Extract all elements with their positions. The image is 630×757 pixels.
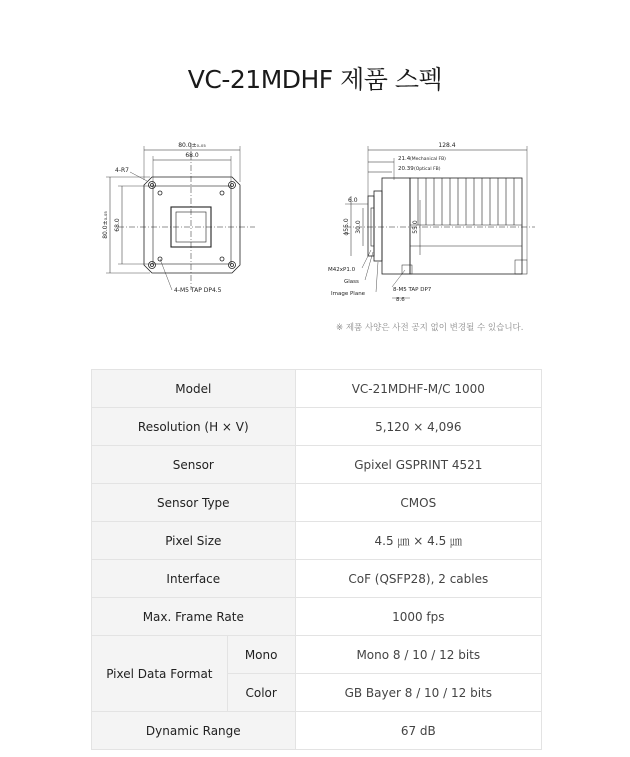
mech-fb-label: (Mechanical FB) bbox=[410, 157, 446, 162]
dim-30: 30.0 bbox=[355, 220, 362, 234]
sensor-label: Sensor bbox=[92, 446, 296, 484]
frame-rate-value: 1000 fps bbox=[295, 598, 541, 636]
pixel-size-value: 4.5 ㎛ × 4.5 ㎛ bbox=[295, 522, 541, 560]
table-row bbox=[92, 370, 542, 408]
table-row bbox=[92, 522, 542, 560]
resolution-value: 5,120 × 4,096 bbox=[295, 408, 541, 446]
dim-front-left-outer: 80.0±₀.₀₅ bbox=[102, 211, 109, 239]
interface-value: CoF (QSFP28), 2 cables bbox=[295, 560, 541, 598]
front-view bbox=[106, 143, 255, 290]
dim-side-total: 128.4 bbox=[438, 142, 456, 149]
pixel-size-label: Pixel Size bbox=[92, 522, 296, 560]
radius-label: 4-R7 bbox=[115, 167, 129, 174]
table-row bbox=[92, 408, 542, 446]
opt-fb-label: (Optical FB) bbox=[414, 167, 441, 172]
front-tap-label: 4-M5 TAP DP4.5 bbox=[174, 287, 222, 294]
table-row bbox=[92, 484, 542, 522]
side-tap-label: 8-M5 TAP DP7 bbox=[393, 287, 432, 293]
interface-label: Interface bbox=[92, 560, 296, 598]
dim-55: 55.0 bbox=[412, 220, 419, 234]
sensor-type-value: CMOS bbox=[295, 484, 541, 522]
table-row bbox=[92, 446, 542, 484]
page-title: VC-21MDHF 제품 스펙 bbox=[187, 65, 443, 94]
mount-label: M42xP1.0 bbox=[328, 267, 356, 273]
model-label: Model bbox=[92, 370, 296, 408]
sensor-type-label: Sensor Type bbox=[92, 484, 296, 522]
sensor-value: Gpixel GSPRINT 4521 bbox=[295, 446, 541, 484]
pixel-format-label: Pixel Data Format bbox=[92, 636, 228, 712]
mono-value: Mono 8 / 10 / 12 bits bbox=[295, 636, 541, 674]
color-value: GB Bayer 8 / 10 / 12 bits bbox=[295, 674, 541, 712]
dim-mech-fb: 21.4 bbox=[398, 156, 411, 162]
table-row bbox=[92, 598, 542, 636]
image-plane-label: Image Plane bbox=[331, 291, 366, 297]
dynamic-range-value: 67 dB bbox=[295, 712, 541, 750]
model-value: VC-21MDHF-M/C 1000 bbox=[295, 370, 541, 408]
dim-8-6: 8.6 bbox=[396, 297, 405, 303]
dim-front-top-outer: 80.0±₀.₀₅ bbox=[178, 142, 206, 149]
dim-front-top-inner: 68.0 bbox=[185, 152, 199, 159]
dim-opt-fb: 20.39 bbox=[398, 166, 414, 172]
dim-6: 6.0 bbox=[348, 197, 358, 204]
frame-rate-label: Max. Frame Rate bbox=[92, 598, 296, 636]
dim-phi55: ϕ55.0 bbox=[343, 218, 350, 236]
dim-front-left-inner: 68.0 bbox=[114, 218, 121, 232]
glass-label: Glass bbox=[344, 279, 359, 285]
resolution-label: Resolution (H × V) bbox=[92, 408, 296, 446]
color-label: Color bbox=[227, 674, 295, 712]
table-row bbox=[92, 712, 542, 750]
technical-drawing bbox=[0, 0, 630, 345]
dynamic-range-label: Dynamic Range bbox=[92, 712, 296, 750]
table-row bbox=[92, 636, 542, 674]
spec-change-note: ※ 제품 사양은 사전 공지 없이 변경될 수 있습니다. bbox=[336, 323, 524, 333]
table-row bbox=[92, 560, 542, 598]
spec-table bbox=[91, 369, 542, 750]
mono-label: Mono bbox=[227, 636, 295, 674]
